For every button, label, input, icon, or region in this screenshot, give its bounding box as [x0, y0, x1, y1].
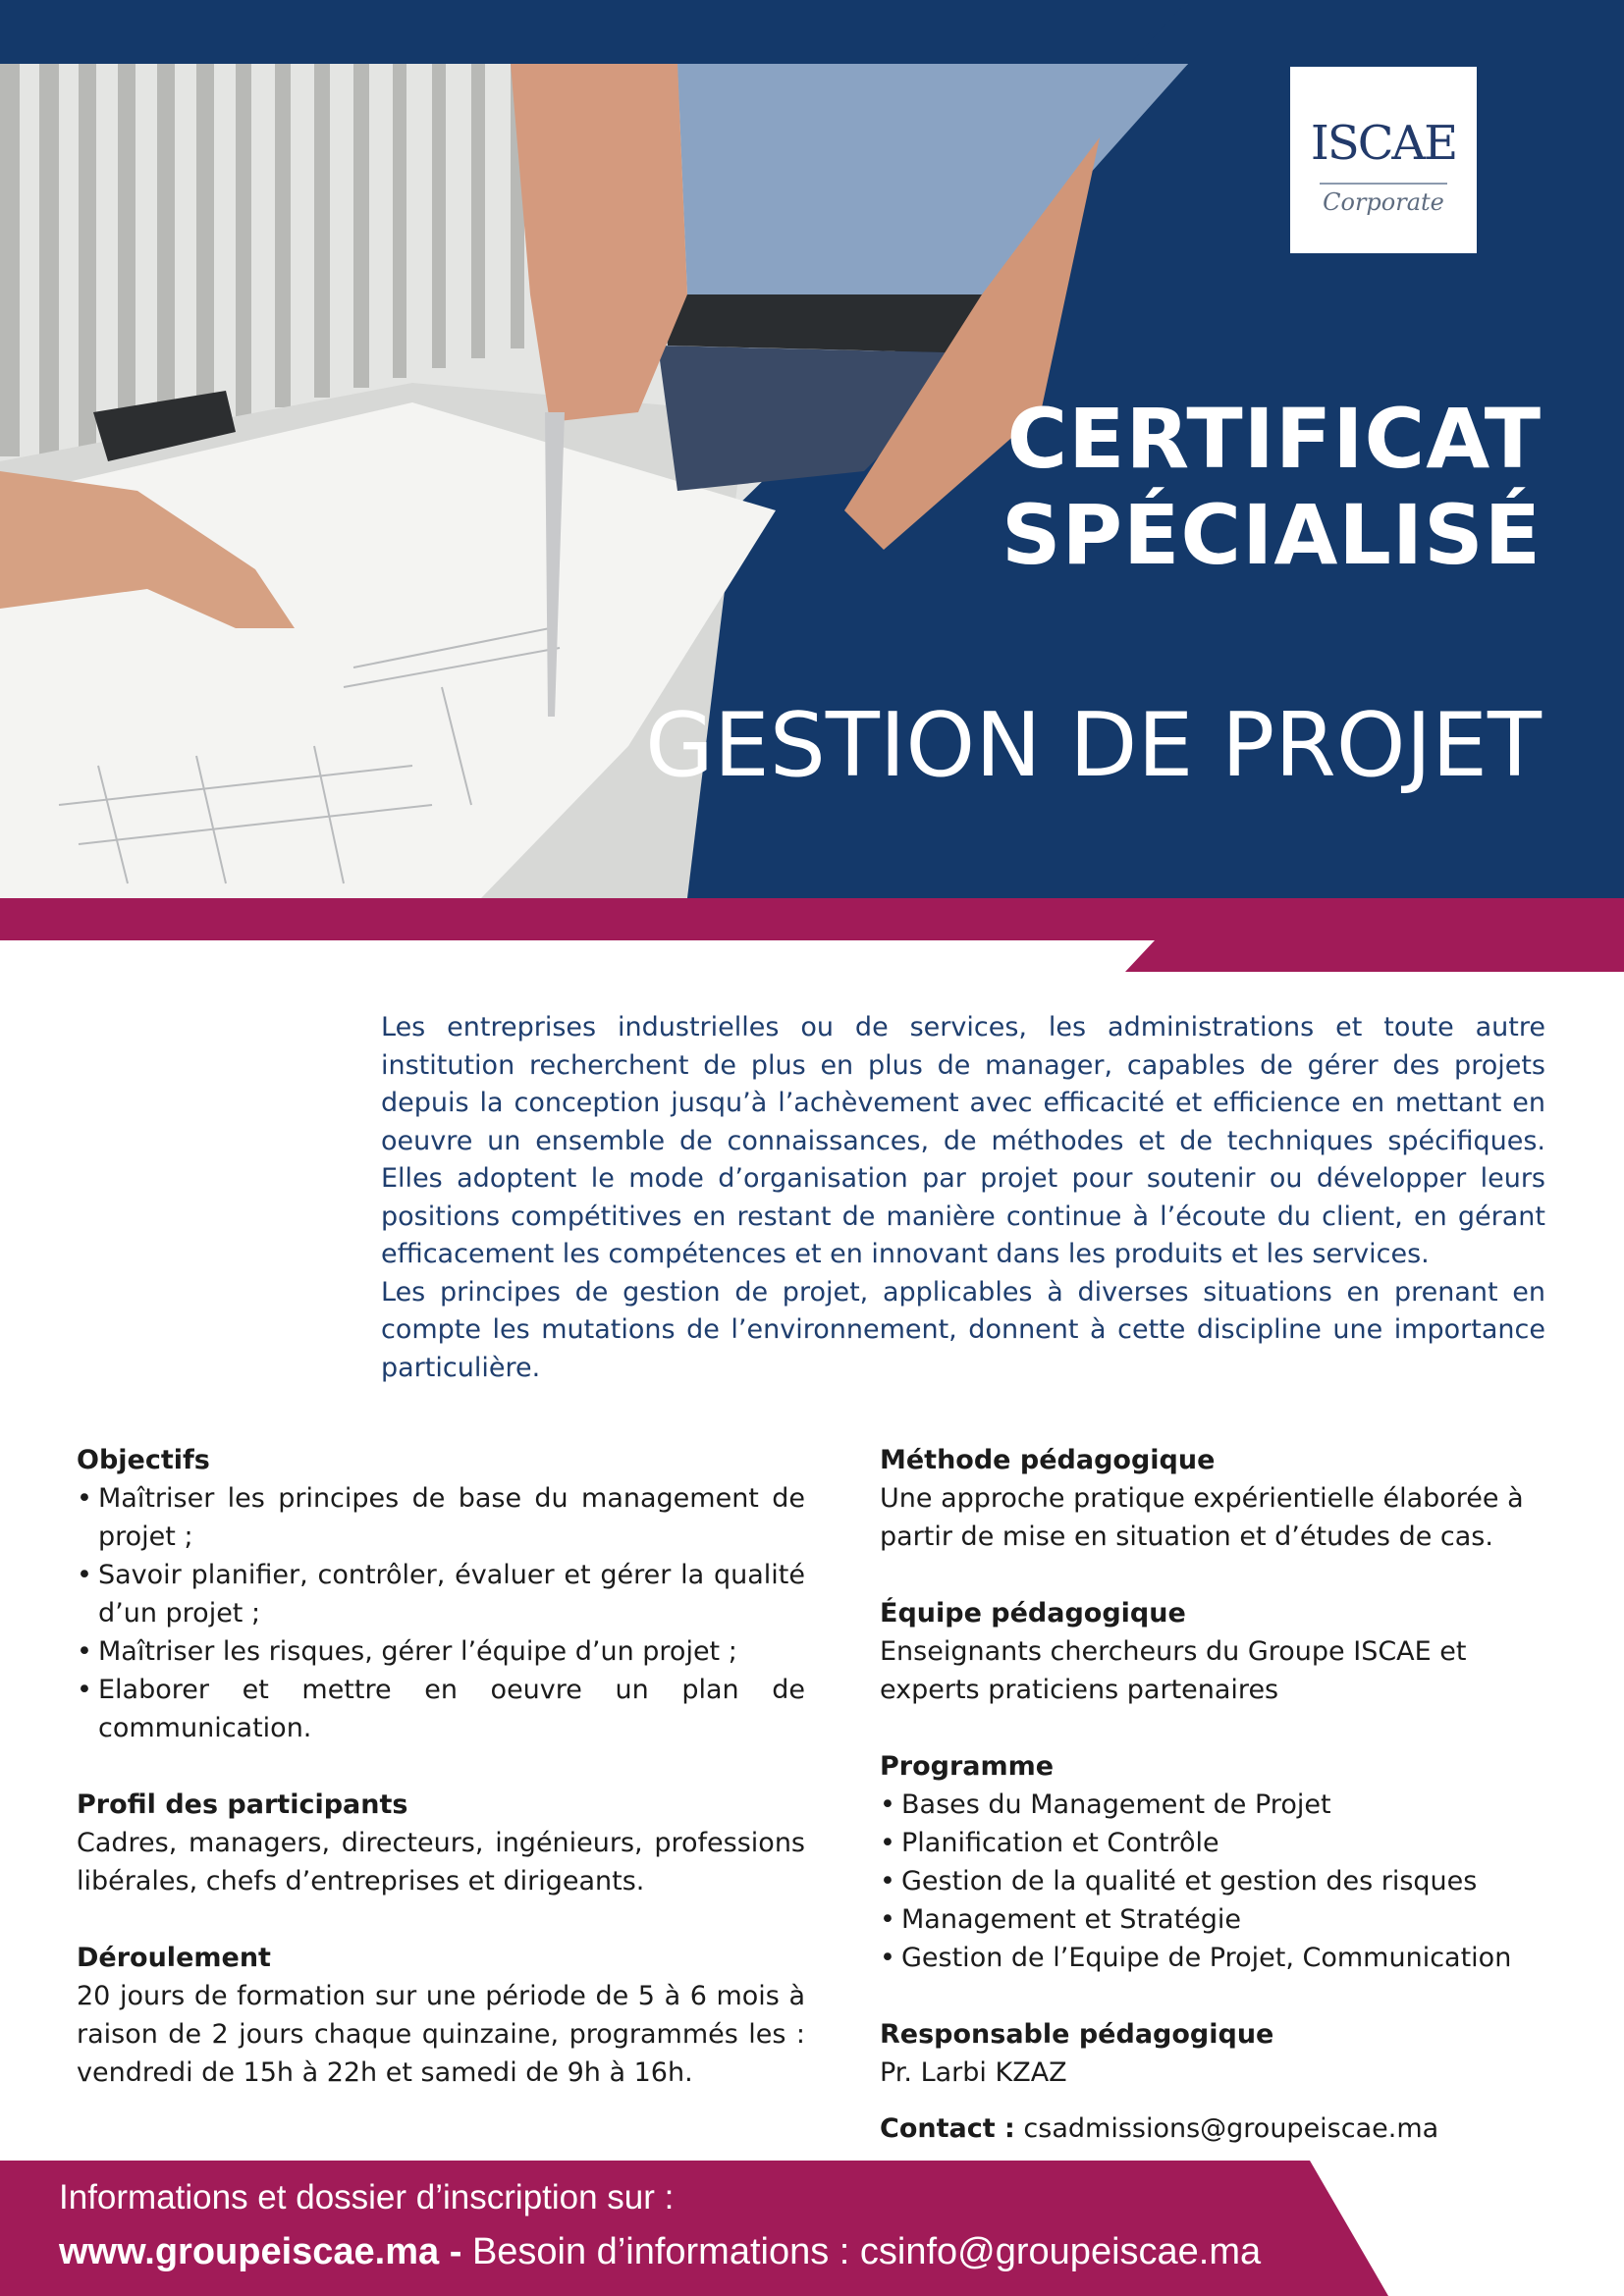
methode-heading: Méthode pédagogique — [880, 1445, 1216, 1475]
list-item: • Gestion de l’Equipe de Projet, Communication — [880, 1939, 1567, 1977]
programme-heading: Programme — [880, 1751, 1055, 1782]
programme-list — [880, 1786, 1567, 1977]
intro-paragraph-1: Les entreprises industrielles ou de services, les administrations et toute autre institution recherchent de plus en plus de manager, capables de gérer des projets depuis la conception jusqu’à l’achèvement avec efficacité et efficience en mettant en oeuvre un ensemble de connaissances, de méthodes et de techniques spécifiques. Elles adoptent le mode d’organisation par projet pour soutenir ou développer leurs positions compétitives en restant de manière continue à l’écoute du client, en gérant efficacement les compétences et en innovant dans les produits et les services. — [381, 1012, 1545, 1269]
list-item: • Savoir planifier, contrôler, évaluer et gérer la qualité d’un projet ; — [77, 1556, 805, 1632]
section-objectifs — [77, 1441, 805, 1747]
section-responsable — [880, 2015, 1567, 2092]
section-programme — [880, 1747, 1567, 1977]
list-item: • Management et Stratégie — [880, 1900, 1567, 1939]
objectifs-heading: Objectifs — [77, 1445, 210, 1475]
profil-text: Cadres, managers, directeurs, ingénieurs, professions libérales, chefs d’entreprises et dirigeants. — [77, 1828, 805, 1896]
contact-line — [880, 2109, 1567, 2148]
certificate-title-line1: CERTIFICAT — [1006, 391, 1542, 487]
list-item: • Maîtriser les risques, gérer l’équipe d’un projet ; — [77, 1632, 805, 1671]
list-item: • Elaborer et mettre en oeuvre un plan de communication. — [77, 1671, 805, 1747]
footer-links-line — [59, 2231, 1261, 2273]
methode-text: Une approche pratique expérientielle élaborée à partir de mise en situation et d’études de cas. — [880, 1483, 1524, 1552]
equipe-text: Enseignants chercheurs du Groupe ISCAE et experts praticiens partenaires — [880, 1636, 1467, 1705]
certificate-title — [795, 391, 1542, 583]
responsable-name: Pr. Larbi KZAZ — [880, 2057, 1067, 2088]
iscae-logo — [1290, 67, 1477, 253]
profil-heading: Profil des participants — [77, 1789, 408, 1820]
contact-email[interactable]: csadmissions@groupeiscae.ma — [1023, 2113, 1439, 2144]
equipe-heading: Équipe pédagogique — [880, 1598, 1186, 1629]
intro-paragraph-2: Les principes de gestion de projet, applicables à diverses situations en prenant en compte les mutations de l’environnement, donnent à cette discipline une importance particulière. — [381, 1276, 1545, 1383]
hero-banner — [0, 0, 1624, 982]
section-deroulement — [77, 1939, 805, 2092]
footer-website-link[interactable]: www.groupeiscae.ma - — [59, 2231, 462, 2272]
contact-label: Contact : — [880, 2113, 1015, 2144]
list-item: • Maîtriser les principes de base du management de projet ; — [77, 1479, 805, 1556]
section-equipe — [880, 1594, 1567, 1709]
responsable-heading: Responsable pédagogique — [880, 2019, 1274, 2050]
section-methode — [880, 1441, 1567, 1556]
logo-divider — [1320, 183, 1447, 185]
footer-banner — [0, 2161, 1310, 2296]
section-profil — [77, 1786, 805, 1900]
list-item: • Bases du Management de Projet — [880, 1786, 1567, 1824]
course-title: GESTION DE PROJET — [645, 694, 1542, 797]
logo-subtitle: Corporate — [1323, 188, 1444, 216]
footer-info-email[interactable]: Besoin d’informations : csinfo@groupeiscae.ma — [471, 2231, 1262, 2272]
list-item: • Gestion de la qualité et gestion des risques — [880, 1862, 1567, 1900]
right-column — [880, 1441, 1567, 2186]
deroulement-text: 20 jours de formation sur une période de 5 à 6 mois à raison de 2 jours chaque quinzaine, programmés les : vendredi de 15h à 22h et samedi de 9h à 16h. — [77, 1981, 805, 2088]
logo-wordmark: ISCAE — [1310, 116, 1457, 171]
objectifs-list — [77, 1479, 805, 1747]
list-item: • Planification et Contrôle — [880, 1824, 1567, 1862]
intro-text — [381, 1009, 1545, 1387]
footer-info-line: Informations et dossier d’inscription sur : — [59, 2178, 675, 2216]
certificate-title-line2: SPÉCIALISÉ — [1001, 487, 1542, 583]
person-belt — [663, 294, 992, 353]
section-contact — [880, 2109, 1567, 2148]
left-column — [77, 1441, 805, 2130]
deroulement-heading: Déroulement — [77, 1943, 271, 1973]
